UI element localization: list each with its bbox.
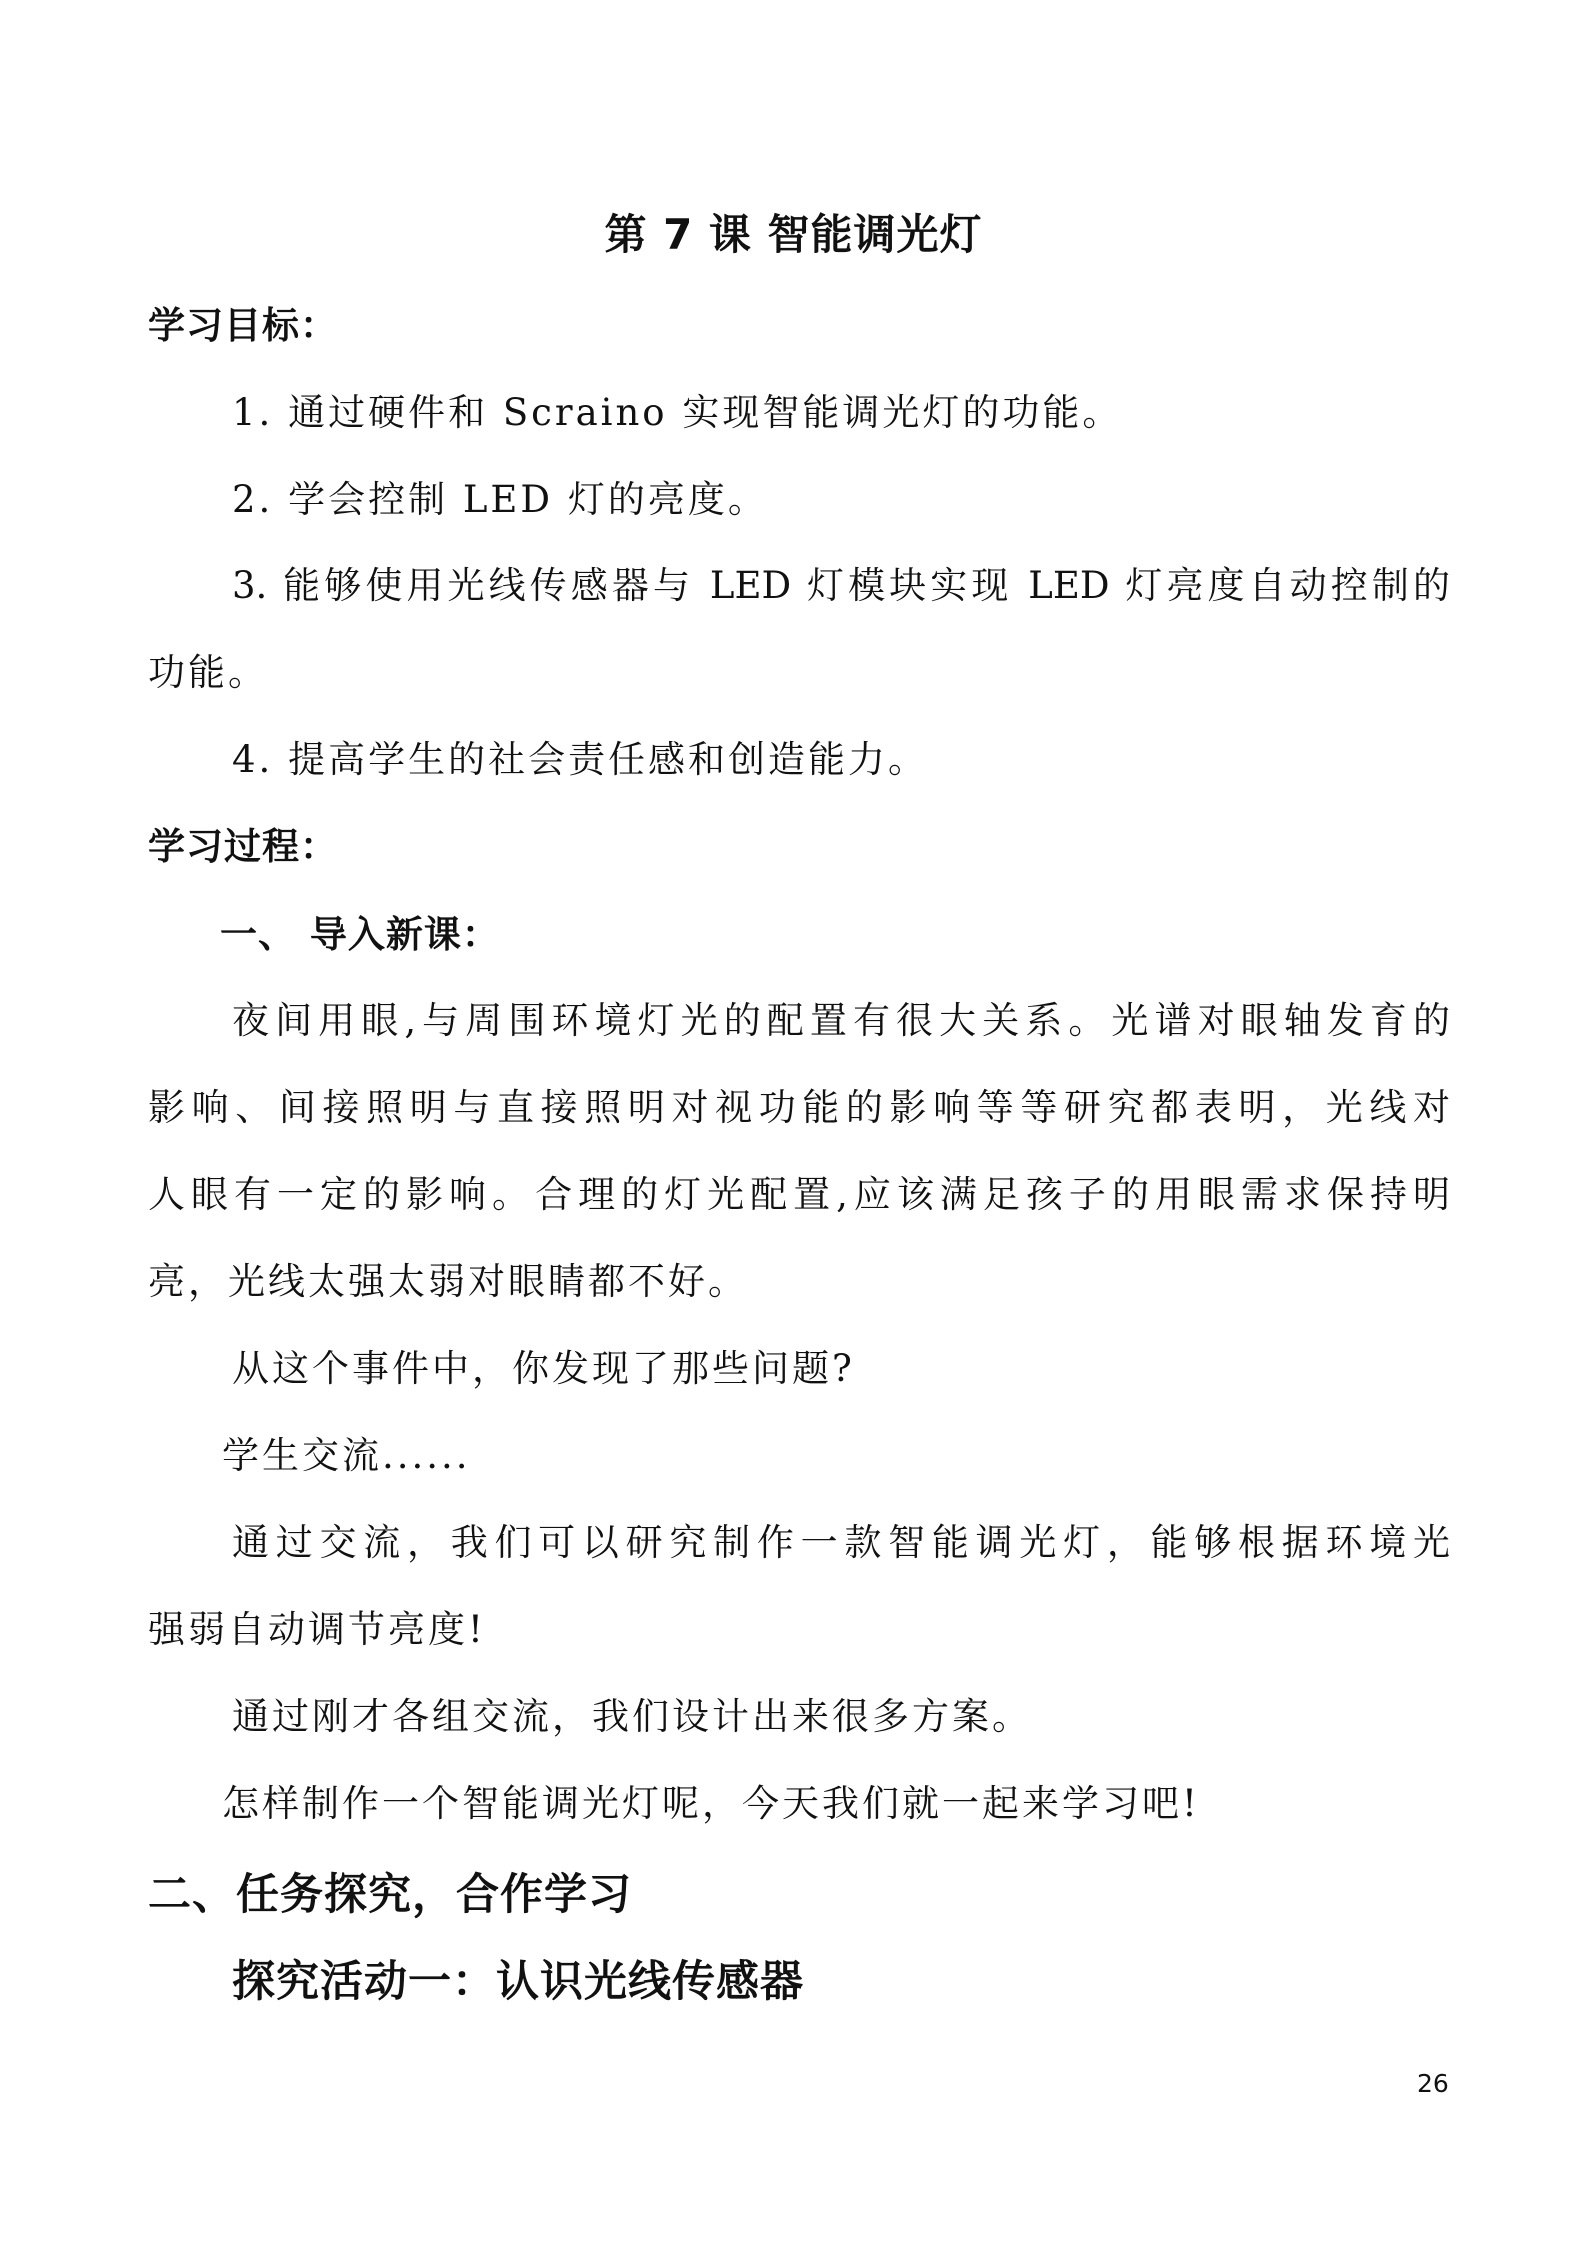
page-number: 26 xyxy=(1417,2069,1449,2098)
intro-paragraph-line-4: 亮，光线太强太弱对眼睛都不好。 xyxy=(148,1260,748,1303)
objective-item-2: 2. 学会控制 LED 灯的亮度。 xyxy=(232,478,768,521)
how-line: 怎样制作一个智能调光灯呢，今天我们就一起来学习吧! xyxy=(222,1782,1200,1825)
objectives-heading: 学习目标： xyxy=(148,304,338,347)
objective-item-3-continued: 功能。 xyxy=(148,651,268,694)
intro-paragraph-line-3: 人眼有一定的影响。合理的灯光配置,应该满足孩子的用眼需求保持明 xyxy=(148,1173,1450,1216)
intro-paragraph-line-1: 夜间用眼,与周围环境灯光的配置有很大关系。光谱对眼轴发育的 xyxy=(232,999,1450,1042)
exchange-paragraph-line-2: 强弱自动调节亮度! xyxy=(148,1608,486,1651)
section-1-heading: 一、 导入新课： xyxy=(220,913,500,956)
objective-item-3: 3. 能够使用光线传感器与 LED 灯模块实现 LED 灯亮度自动控制的 xyxy=(232,564,1450,607)
design-line: 通过刚才各组交流，我们设计出来很多方案。 xyxy=(232,1695,1032,1738)
question-line: 从这个事件中，你发现了那些问题? xyxy=(232,1347,855,1390)
page-title: 第 7 课 智能调光灯 xyxy=(604,210,983,259)
process-heading: 学习过程： xyxy=(148,825,338,868)
exchange-paragraph-line-1: 通过交流，我们可以研究制作一款智能调光灯，能够根据环境光 xyxy=(232,1521,1450,1564)
objective-item-4: 4. 提高学生的社会责任感和创造能力。 xyxy=(232,738,929,781)
section-2-heading: 二、任务探究，合作学习 xyxy=(148,1870,632,1920)
student-exchange-line: 学生交流...... xyxy=(222,1434,471,1477)
activity-1-heading: 探究活动一：认识光线传感器 xyxy=(232,1957,804,2007)
intro-paragraph-line-2: 影响、间接照明与直接照明对视功能的影响等等研究都表明，光线对 xyxy=(148,1086,1450,1129)
objective-item-1: 1. 通过硬件和 Scraino 实现智能调光灯的功能。 xyxy=(232,391,1123,434)
